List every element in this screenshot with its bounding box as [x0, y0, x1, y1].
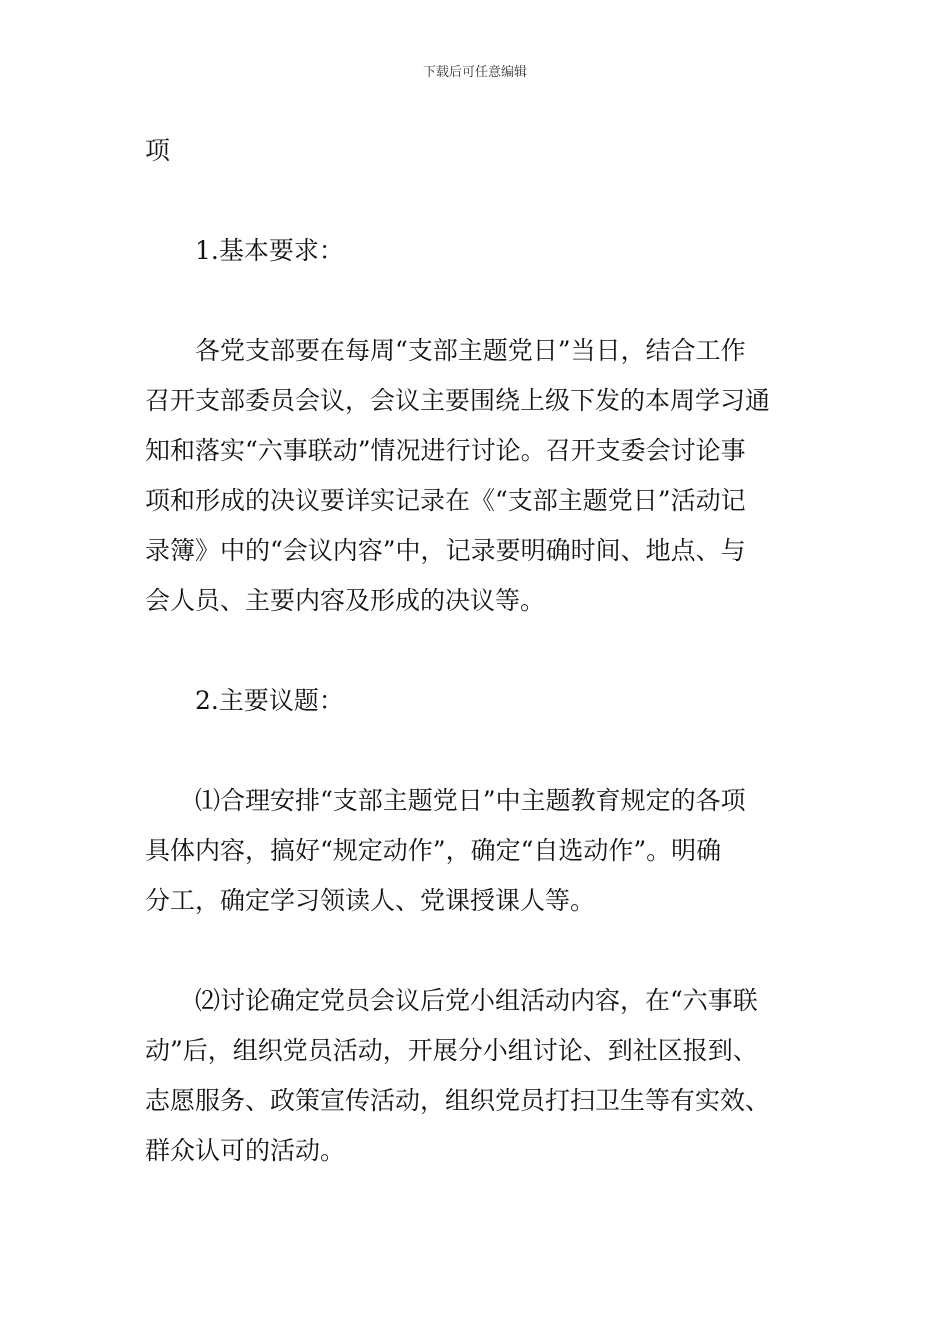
text-line: 召开支部委员会议，会议主要围绕上级下发的本周学习通 [145, 386, 771, 415]
page-header: 下载后可任意编辑 [422, 65, 527, 80]
paragraph-gap [145, 626, 805, 676]
text-line: 群众认可的活动。 [145, 1136, 346, 1165]
text-line: 动”后，组织党员活动，开展分小组讨论、到社区报到、 [145, 1036, 758, 1065]
text-line: 项 [145, 136, 171, 165]
paragraph-gap [145, 926, 805, 976]
text-line: 会人员、主要内容及形成的决议等。 [145, 586, 546, 615]
text-line: ⑴合理安排“支部主题党日”中主题教育规定的各项 [195, 786, 746, 815]
document-body [145, 126, 805, 1176]
text-line: 志愿服务、政策宣传活动，组织党员打扫卫生等有实效、 [145, 1086, 771, 1115]
text-line: 各党支部要在每周“支部主题党日”当日，结合工作 [195, 336, 746, 365]
text-line: 具体内容，搞好“规定动作”，确定“自选动作”。明确 [145, 836, 722, 865]
section-heading-main-topics: 2.主要议题： [195, 686, 344, 715]
paragraph-gap [145, 726, 805, 776]
text-line: 项和形成的决议要详实记录在《“支部主题党日”活动记 [145, 486, 746, 515]
text-line: ⑵讨论确定党员会议后党小组活动内容，在“六事联 [195, 986, 758, 1015]
paragraph-gap [145, 176, 805, 226]
text-line: 录簿》中的“会议内容”中，记录要明确时间、地点、与 [145, 536, 746, 565]
section-heading-basic-requirements: 1.基本要求： [195, 236, 344, 265]
paragraph-gap [145, 276, 805, 326]
text-line: 知和落实“六事联动”情况进行讨论。召开支委会讨论事 [145, 436, 746, 465]
text-line: 分工，确定学习领读人、党课授课人等。 [145, 886, 596, 915]
